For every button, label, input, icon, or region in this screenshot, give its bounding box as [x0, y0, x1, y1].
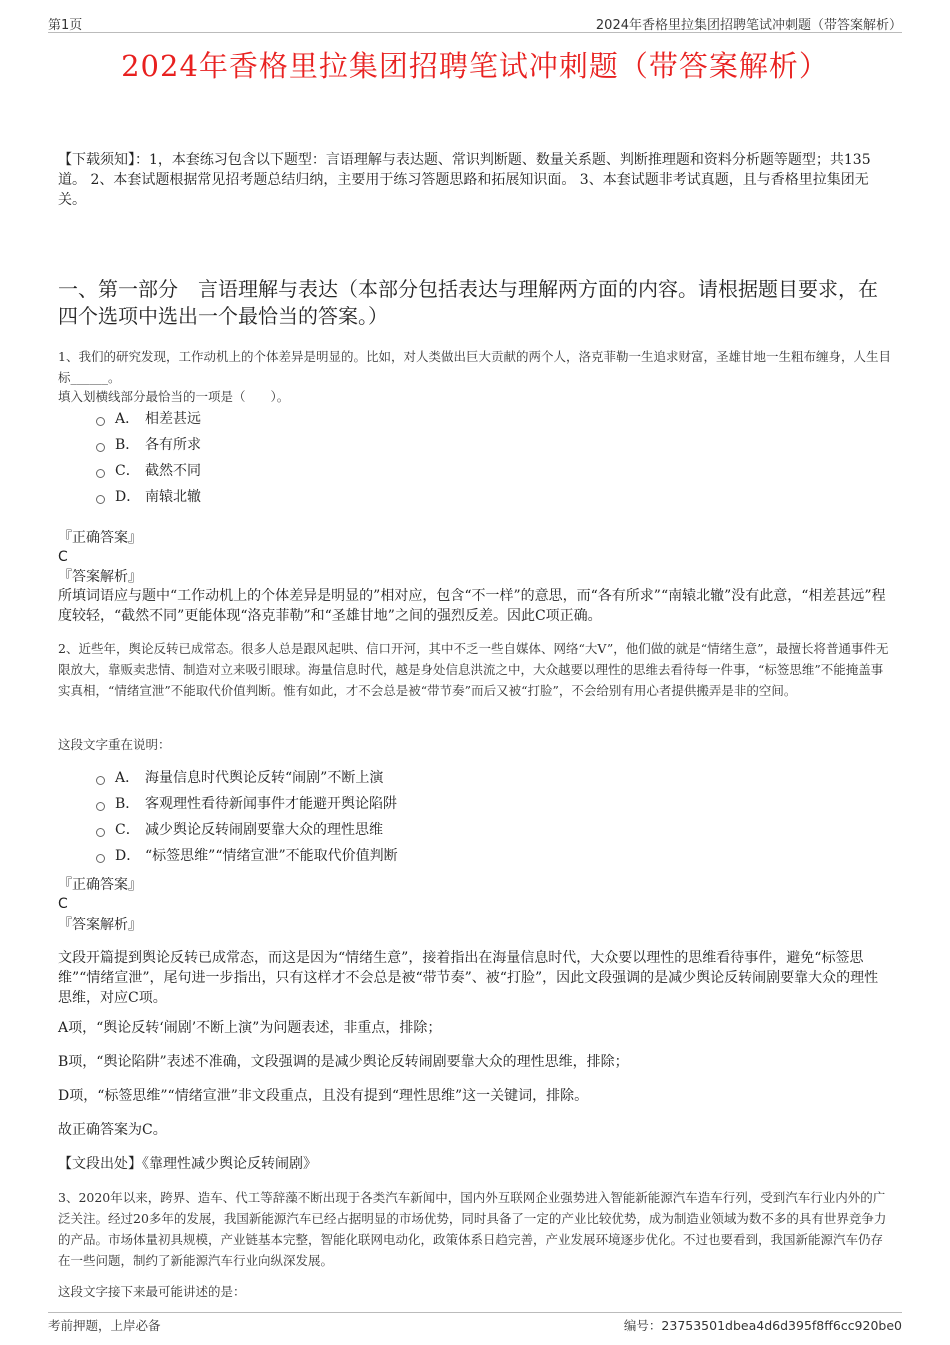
radio-icon[interactable] — [96, 854, 105, 863]
document-code: 编号：23753501dbea4d6d395f8ff6cc920be0 — [623, 1318, 902, 1333]
question-2-analysis-label: 『答案解析』 — [58, 917, 142, 933]
option-d[interactable]: D． “标签思维”“情绪宣泄”不能取代价值判断 — [96, 843, 398, 869]
question-3-stem: 3、2020年以来，跨界、造车、代工等辞藻不断出现于各类汽车新闻中，国内外互联网企业强势进入智能新能源汽车造车行列，受到汽车行业内外的广泛关注。经过20多年的发展，我国新能源汽车已经占据明显的市场优势，同时具备了一定的产业比较优势，成为制造业领域为数不多的具有世界竞争力的产品。市场体量初具规模，产业链基本完整，智能化联网电动化，政策体系日趋完善，产业发展环境逐步优化。不过也要看到，我国新能源汽车仍存在一些问题，制约了新能源汽车行业向纵深发展。 — [58, 1190, 887, 1268]
question-1-answer: C — [58, 549, 68, 565]
question-1-analysis: 所填词语应与题中“工作动机上的个体差异是明显的”相对应，包含“不一样”的意思，而“各有所求”“南辕北辙”没有此意，“相差甚远”程度较轻，“截然不同”更能体现“洛克菲勒”和“圣雄甘地”之间的强烈反差。因此C项正确。 — [58, 588, 886, 624]
question-2-source: 【文段出处】《靠理性减少舆论反转闹剧》 — [58, 1156, 317, 1172]
option-d[interactable]: D． 南辕北辙 — [96, 484, 201, 510]
page-footer — [48, 1312, 902, 1335]
option-a[interactable]: A． 海量信息时代舆论反转“闹剧”不断上演 — [96, 765, 398, 791]
question-2-instruction: 这段文字重在说明： — [58, 737, 171, 752]
running-title: 2024年香格里拉集团招聘笔试冲刺题（带答案解析） — [595, 18, 902, 33]
radio-icon[interactable] — [96, 443, 105, 452]
document-title: 2024年香格里拉集团招聘笔试冲刺题（带答案解析） — [121, 49, 829, 83]
question-2-analysis-para: D项，“标签思维”“情绪宣泄”非文段重点，且没有提到“理性思维”这一关键词，排除。 — [58, 1088, 589, 1104]
radio-icon[interactable] — [96, 417, 105, 426]
option-b[interactable]: B． 客观理性看待新闻事件才能避开舆论陷阱 — [96, 791, 398, 817]
radio-icon[interactable] — [96, 828, 105, 837]
radio-icon[interactable] — [96, 469, 105, 478]
question-1-stem: 1、我们的研究发现，工作动机上的个体差异是明显的。比如，对人类做出巨大贡献的两个人，洛克菲勒一生追求财富，圣雄甘地一生粗布缠身，人生目标______。 — [58, 349, 891, 385]
option-c[interactable]: C． 减少舆论反转闹剧要靠大众的理性思维 — [96, 817, 398, 843]
question-2-answer-label: 『正确答案』 — [58, 877, 142, 893]
option-c[interactable]: C． 截然不同 — [96, 458, 201, 484]
question-1-instruction: 填入划横线部分最恰当的一项是（ ）。 — [58, 389, 290, 404]
question-1-analysis-label: 『答案解析』 — [58, 569, 142, 585]
question-2-options — [96, 765, 398, 869]
radio-icon[interactable] — [96, 495, 105, 504]
question-2-analysis-para: 文段开篇提到舆论反转已成常态，而这是因为“情绪生意”，接着指出在海量信息时代，大众要以理性的思维看待事件，避免“标签思维”“情绪宣泄”，尾句进一步指出，只有这样才不会总是被“带节奏”、被“打脸”，因此文段强调的是减少舆论反转闹剧要靠大众的理性思维，对应C项。 — [58, 950, 879, 1006]
question-1-answer-label: 『正确答案』 — [58, 530, 142, 546]
download-notice: 【下载须知】：1，本套练习包含以下题型：言语理解与表达题、常识判断题、数量关系题、判断推理题和资料分析题等题型；共135道。 2、本套试题根据常见招考题总结归纳，主要用于练习答题思路和拓展知识面。 3、本套试题非考试真题，且与香格里拉集团无关。 — [58, 152, 871, 208]
option-a[interactable]: A． 相差甚远 — [96, 406, 201, 432]
footer-slogan: 考前押题，上岸必备 — [48, 1318, 161, 1333]
question-3-instruction: 这段文字接下来最可能讲述的是： — [58, 1284, 246, 1299]
question-2-stem: 2、近些年，舆论反转已成常态。很多人总是跟风起哄、信口开河，其中不乏一些自媒体、网络“大V”，他们做的就是“情绪生意”，最擅长将普通事件无限放大，靠贩卖悲情、制造对立来吸引眼球。海量信息时代，越是身处信息洪流之中，大众越要以理性的思维去看待每一件事，“标签思维”不能掩盖事实真相，“情绪宣泄”不能取代价值判断。惟有如此，才不会总是被“带节奏”而后又被“打脸”，不会给别有用心者提供搬弄是非的空间。 — [58, 641, 889, 698]
question-1-options — [96, 406, 201, 510]
question-2-answer: C — [58, 896, 68, 912]
question-2-analysis-para: A项，“舆论反转‘闹剧’不断上演”为问题表述，非重点，排除； — [58, 1020, 442, 1036]
radio-icon[interactable] — [96, 776, 105, 785]
page-header — [48, 12, 902, 33]
section-title: 一、第一部分 言语理解与表达（本部分包括表达与理解两方面的内容。请根据题目要求，在四个选项中选出一个最恰当的答案。） — [58, 277, 878, 328]
page-number: 第1页 — [48, 18, 83, 33]
radio-icon[interactable] — [96, 802, 105, 811]
question-2-analysis-para: B项，“舆论陷阱”表述不准确，文段强调的是减少舆论反转闹剧要靠大众的理性思维，排除； — [58, 1054, 629, 1070]
question-2-analysis-para: 故正确答案为C。 — [58, 1122, 167, 1138]
option-b[interactable]: B． 各有所求 — [96, 432, 201, 458]
